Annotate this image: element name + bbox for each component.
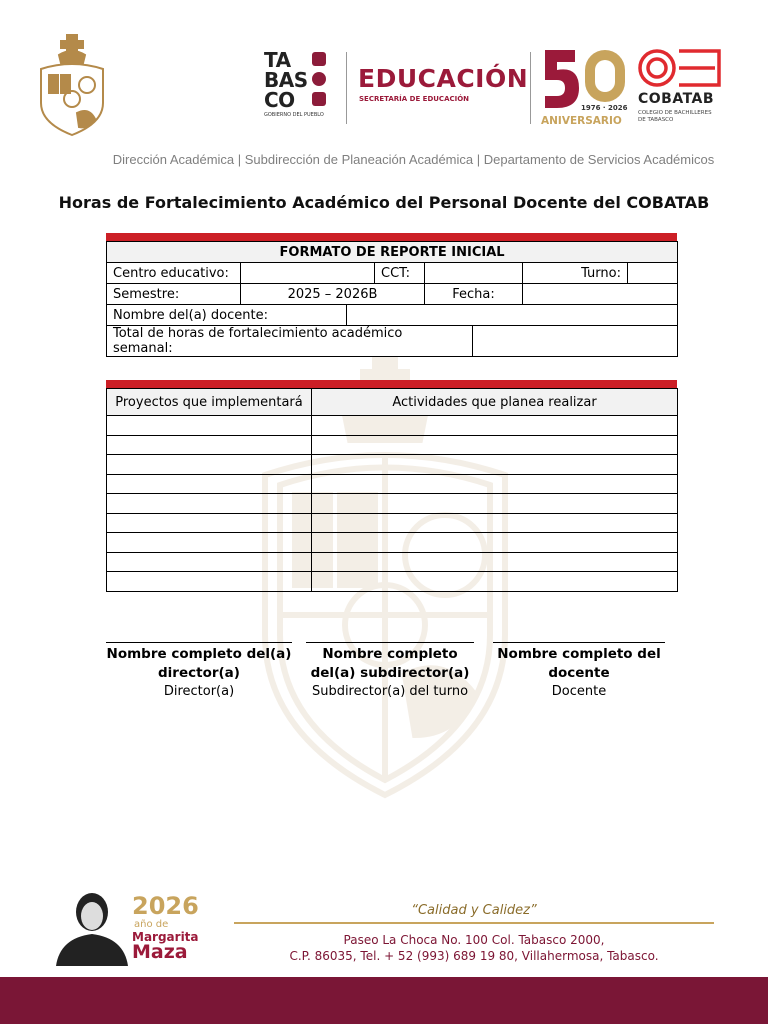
cct-value-field[interactable]	[425, 263, 523, 284]
margarita-maza-logo	[52, 888, 198, 966]
projects-section	[106, 380, 677, 592]
footer-address-line-1: Paseo La Choca No. 100 Col. Tabasco 2000,	[343, 933, 605, 947]
footer-divider	[234, 922, 714, 924]
signature-line	[306, 642, 474, 643]
cobatab-logo	[637, 47, 725, 129]
turno-label: Turno:	[523, 263, 628, 284]
tabasco-glyphs-icon	[296, 52, 332, 110]
activity-cell[interactable]	[312, 474, 678, 494]
cobatab-name: COBATAB	[638, 91, 715, 107]
footer-margarita: Margarita	[132, 930, 199, 944]
footer-maza: Maza	[132, 941, 188, 963]
aniversario-logo	[541, 48, 629, 130]
portrait-icon	[52, 888, 132, 966]
state-crest-logo	[37, 33, 107, 137]
turno-value-field[interactable]	[628, 263, 678, 284]
activity-cell[interactable]	[312, 533, 678, 553]
aniversario-years: 1976 · 2026	[581, 104, 628, 112]
tabasco-line-2: BAS	[264, 68, 308, 92]
table-row	[107, 533, 678, 553]
signature-line	[493, 642, 665, 643]
educacion-title: EDUCACIÓN	[358, 64, 529, 93]
tabasco-line-3: CO	[264, 88, 295, 112]
department-subtitle: Dirección Académica | Subdirección de Planeación Académica | Departamento de Servicios Académicos	[112, 152, 715, 167]
form-heading: FORMATO DE REPORTE INICIAL	[107, 242, 678, 263]
signature-subdirector	[306, 642, 474, 699]
table-row	[107, 435, 678, 455]
tabasco-subtitle: GOBIERNO DEL PUEBLO	[264, 112, 324, 118]
project-cell[interactable]	[107, 416, 312, 436]
project-cell[interactable]	[107, 455, 312, 475]
footer-ano-de: año de	[134, 919, 169, 930]
docente-value-field[interactable]	[347, 305, 678, 326]
table-row	[107, 494, 678, 514]
centro-label: Centro educativo:	[107, 263, 241, 284]
cobatab-subtitle-2: DE TABASCO	[638, 117, 674, 123]
educacion-subtitle: SECRETARÍA DE EDUCACIÓN	[359, 95, 470, 103]
tabasco-line-1: TA	[264, 48, 291, 72]
cct-label: CCT:	[375, 263, 425, 284]
fecha-value-field[interactable]	[523, 284, 678, 305]
project-cell[interactable]	[107, 533, 312, 553]
centro-value-field[interactable]	[241, 263, 375, 284]
fecha-label: Fecha:	[425, 284, 523, 305]
table-row	[107, 474, 678, 494]
footer-band	[0, 977, 768, 1024]
activities-column-header: Actividades que planea realizar	[312, 389, 678, 416]
project-cell[interactable]	[107, 552, 312, 572]
table-row	[107, 455, 678, 475]
footer-year: 2026	[132, 892, 199, 920]
project-cell[interactable]	[107, 474, 312, 494]
signature-role: Director(a)	[163, 684, 235, 699]
table-row	[107, 552, 678, 572]
header-divider	[530, 52, 531, 124]
red-bar	[106, 380, 677, 388]
project-cell[interactable]	[107, 572, 312, 592]
semestre-label: Semestre:	[107, 284, 241, 305]
signature-line	[106, 642, 292, 643]
cobatab-emblem-icon	[637, 47, 723, 89]
header-divider	[346, 52, 347, 124]
table-row	[107, 572, 678, 592]
activity-cell[interactable]	[312, 455, 678, 475]
signature-role: Subdirector(a) del turno	[311, 684, 469, 699]
table-row	[107, 416, 678, 436]
project-cell[interactable]	[107, 513, 312, 533]
footer-address	[234, 932, 714, 964]
report-form-table	[106, 241, 678, 357]
activity-cell[interactable]	[312, 494, 678, 514]
table-row	[107, 513, 678, 533]
project-cell[interactable]	[107, 494, 312, 514]
horas-label: Total de horas de fortalecimiento académico semanal:	[107, 326, 473, 357]
projects-table	[106, 388, 678, 592]
signature-role: Docente	[551, 684, 607, 699]
projects-column-header: Proyectos que implementará	[107, 389, 312, 416]
signature-name: Nombre completo del(a) director(a)	[106, 646, 292, 681]
activity-cell[interactable]	[312, 552, 678, 572]
horas-value-field[interactable]	[473, 326, 678, 357]
signature-name: Nombre completo del docente	[497, 646, 661, 681]
signature-name: Nombre completo del(a) subdirector(a)	[310, 646, 470, 681]
project-cell[interactable]	[107, 435, 312, 455]
fifty-years-icon	[541, 48, 629, 108]
activity-cell[interactable]	[312, 416, 678, 436]
semestre-value[interactable]: 2025 – 2026B	[241, 284, 425, 305]
activity-cell[interactable]	[312, 435, 678, 455]
footer-address-line-2: C.P. 86035, Tel. + 52 (993) 689 19 80, Villahermosa, Tabasco.	[289, 949, 659, 963]
footer-motto: “Calidad y Calidez”	[411, 903, 537, 918]
signature-docente	[493, 642, 665, 699]
red-bar	[106, 233, 677, 241]
document-title: Horas de Fortalecimiento Académico del Personal Docente del COBATAB	[58, 193, 710, 212]
activity-cell[interactable]	[312, 572, 678, 592]
cobatab-subtitle-1: COLEGIO DE BACHILLERES	[638, 110, 712, 116]
aniversario-label: ANIVERSARIO	[541, 115, 622, 127]
signature-director	[106, 642, 292, 699]
docente-label: Nombre del(a) docente:	[107, 305, 347, 326]
report-form	[106, 233, 677, 357]
activity-cell[interactable]	[312, 513, 678, 533]
